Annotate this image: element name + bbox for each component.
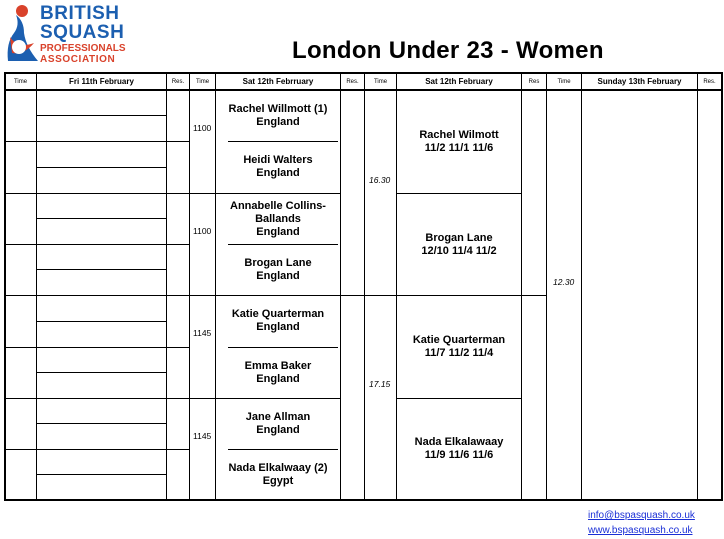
fri-mid-line — [37, 372, 166, 373]
player-country: England — [256, 167, 300, 179]
semi-player — [397, 126, 521, 158]
header-res-4: Res. — [703, 78, 716, 85]
header-time-1: Time — [13, 78, 28, 85]
r1-player-underline — [228, 141, 338, 142]
r1-player — [216, 408, 340, 440]
fri-mid-line — [37, 115, 166, 116]
player-country: England — [256, 373, 300, 385]
player-name: Nada Elkalwaay (2) — [228, 462, 328, 474]
player-country: England — [256, 116, 300, 128]
fri-mid-line — [37, 218, 166, 219]
semi-underline — [397, 398, 521, 399]
col-line — [166, 72, 167, 500]
col-line — [364, 72, 365, 500]
r1-player — [216, 254, 340, 286]
match-score: 11/9 11/6 11/6 — [424, 449, 494, 461]
match-score: 11/7 11/2 11/4 — [424, 347, 494, 359]
logo-text-association: ASSOCIATION — [40, 54, 116, 65]
semi-player — [397, 331, 521, 363]
col-line — [340, 72, 341, 500]
r1-time: 1145 — [193, 328, 212, 338]
player-name: Rachel Willmott (1) — [228, 103, 328, 115]
player-country: England — [256, 424, 300, 436]
header-res-1: Res. — [171, 78, 185, 85]
player-name: Brogan Lane — [425, 232, 493, 244]
fri-mid-line — [37, 167, 166, 168]
email-link[interactable]: info@bspasquash.co.uk — [588, 510, 695, 521]
final-time: 12.30 — [553, 277, 575, 287]
header-time-2: Time — [195, 78, 210, 85]
player-name: Heidi Walters — [243, 154, 313, 166]
r1-player — [216, 151, 340, 183]
player-name: Annabelle Collins-Ballands — [230, 199, 326, 225]
fri-mid-line — [37, 321, 166, 322]
match-score: 12/10 11/4 11/2 — [421, 245, 497, 257]
col-line — [521, 72, 522, 500]
r1-player — [218, 197, 338, 241]
r1-block-divider — [190, 193, 340, 194]
fri-mid-line — [37, 423, 166, 424]
row-divider — [5, 398, 189, 399]
player-country: England — [256, 321, 300, 333]
row-divider — [5, 347, 189, 348]
logo — [4, 3, 126, 65]
logo-text-squash: SQUASH — [40, 22, 125, 43]
player-name: Katie Quarterman — [412, 334, 506, 346]
col-line — [36, 72, 37, 500]
page-title: London Under 23 - Women — [292, 37, 604, 64]
player-country: Egypt — [262, 475, 294, 487]
player-name: Nada Elkalawaay — [414, 436, 504, 448]
player-name: Katie Quarterman — [231, 308, 325, 320]
player-country: England — [256, 270, 300, 282]
r1-player-underline — [228, 449, 338, 450]
r1-player — [216, 100, 340, 132]
r1-time: 1100 — [193, 123, 212, 133]
r1-block-divider — [190, 398, 340, 399]
col-line — [697, 72, 698, 500]
header-res-2: Res. — [346, 78, 359, 85]
fri-mid-line — [37, 474, 166, 475]
row-divider — [5, 449, 189, 450]
player-name: Emma Baker — [244, 360, 312, 372]
header-sat-1: Sat 12th Febrruary — [242, 77, 314, 86]
r1-player-underline — [228, 244, 338, 245]
col-line — [4, 72, 6, 501]
semi-block-divider — [341, 295, 546, 296]
header-sat-2: Sat 12th February — [425, 77, 493, 86]
r1-time: 1100 — [193, 226, 212, 236]
r1-player — [216, 357, 340, 389]
col-line — [546, 72, 547, 500]
row-divider — [5, 193, 189, 194]
r1-block-divider — [216, 295, 340, 296]
row-divider — [5, 244, 189, 245]
fri-mid-line — [37, 269, 166, 270]
header-res-3: Res — [528, 78, 540, 85]
r1-player — [216, 459, 340, 491]
player-name: Brogan Lane — [244, 257, 312, 269]
semi-player — [397, 229, 521, 261]
col-line — [189, 72, 190, 500]
match-score: 11/2 11/1 11/6 — [424, 142, 494, 154]
website-link[interactable]: www.bspasquash.co.uk — [588, 525, 693, 536]
header-time-4: Time — [557, 78, 571, 85]
header-sun: Sunday 13th February — [597, 77, 682, 86]
squash-figure-icon — [4, 3, 40, 65]
header-fri: Fri 11th February — [69, 77, 134, 86]
semi-player — [397, 433, 521, 465]
r1-time: 1145 — [193, 431, 212, 441]
header-time-3: Time — [373, 78, 388, 85]
player-name: Jane Allman — [245, 411, 311, 423]
player-country: England — [256, 225, 300, 238]
logo-text-british: BRITISH — [40, 3, 120, 24]
row-divider — [5, 295, 215, 296]
semi-underline — [397, 193, 521, 194]
col-line — [581, 72, 582, 500]
semi-time: 16.30 — [369, 175, 391, 185]
col-line — [721, 72, 723, 501]
logo-text-professionals: PROFESSIONALS — [40, 43, 126, 54]
semi-time: 17.15 — [369, 379, 391, 389]
row-divider — [5, 141, 189, 142]
r1-player — [216, 305, 340, 337]
player-name: Rachel Wilmott — [419, 129, 499, 141]
r1-player-underline — [228, 347, 338, 348]
